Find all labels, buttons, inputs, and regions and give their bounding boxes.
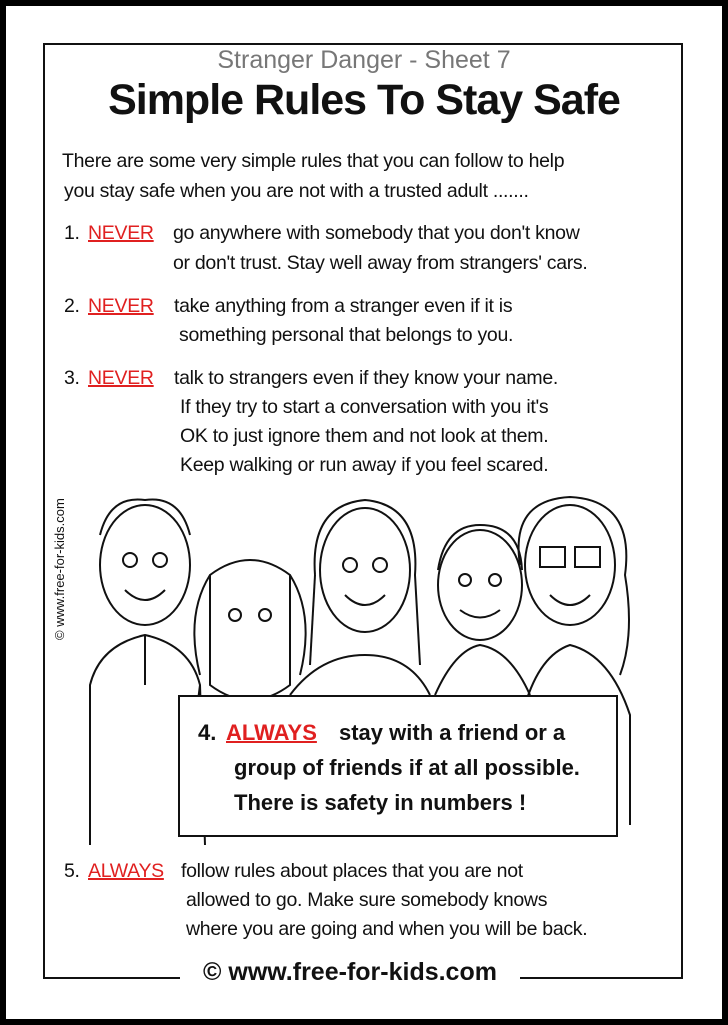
rule-text: stay with a friend or a [339, 720, 566, 745]
rule-keyword: NEVER [88, 367, 154, 389]
rule-number: 2. [64, 295, 80, 317]
rule-text: follow rules about places that you are not [181, 860, 523, 882]
side-credit: © www.free-for-kids.com [52, 498, 67, 640]
rule-text: something personal that belongs to you. [179, 324, 514, 346]
rule-number: 1. [64, 222, 80, 244]
rule-text: where you are going and when you will be back. [186, 918, 588, 940]
girl-figure [290, 500, 430, 695]
page-title: Simple Rules To Stay Safe [108, 76, 620, 124]
rule-text: Keep walking or run away if you feel scared. [180, 454, 549, 476]
rule-text: allowed to go. Make sure somebody knows [186, 889, 548, 911]
subtitle: Stranger Danger - Sheet 7 [217, 46, 511, 74]
rule-keyword: ALWAYS [88, 860, 164, 882]
rule-number: 5. [64, 860, 80, 882]
intro-line: There are some very simple rules that you can follow to help [62, 150, 565, 172]
boy-small-figure [435, 525, 530, 695]
intro-line: you stay safe when you are not with a trusted adult ....... [64, 180, 529, 202]
rule-text: take anything from a stranger even if it is [174, 295, 513, 317]
rule-text: group of friends if at all possible. [234, 755, 580, 780]
rule-keyword: NEVER [88, 222, 154, 244]
rule-keyword: ALWAYS [226, 720, 317, 745]
rule-text: talk to strangers even if they know your name. [174, 367, 558, 389]
rule-text: OK to just ignore them and not look at them. [180, 425, 549, 447]
footer-credit: © www.free-for-kids.com [180, 958, 520, 987]
rule-keyword: NEVER [88, 295, 154, 317]
rule-text: go anywhere with somebody that you don't know [173, 222, 580, 244]
rule-text: There is safety in numbers ! [234, 790, 527, 815]
rule-text: If they try to start a conversation with you it's [180, 396, 549, 418]
rule-text: or don't trust. Stay well away from strangers' cars. [173, 252, 588, 274]
rule-number: 4. [198, 720, 217, 745]
rule-number: 3. [64, 367, 80, 389]
